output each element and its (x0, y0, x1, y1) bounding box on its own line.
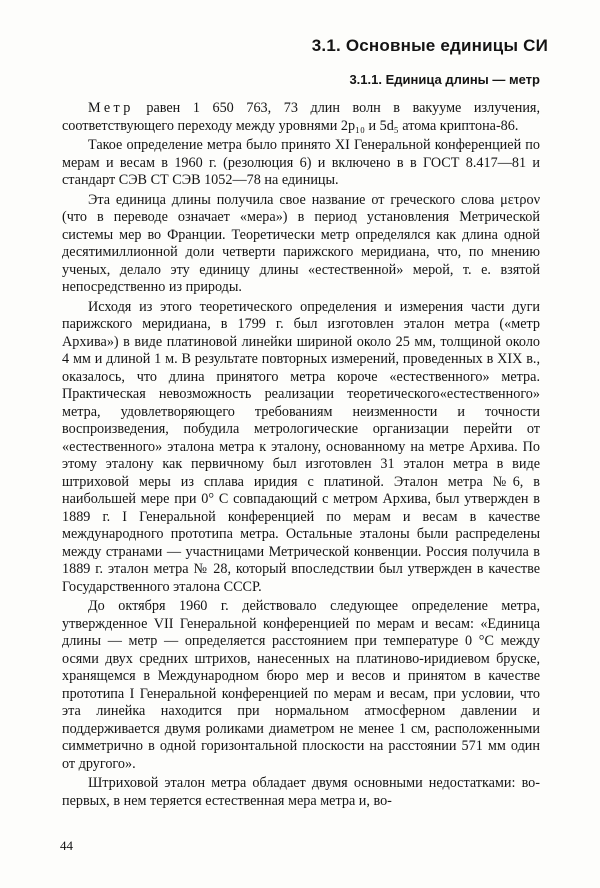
paragraph-2: Такое определение метра было принято XI Генеральной конференцией по мерам и весам в 1960 г. (резолюция 6) и включено в в ГОСТ 8.417—81 и стандарт СЭВ СТ СЭВ 1052—78 на единицы. (62, 137, 540, 188)
term-metr: Метр (88, 100, 134, 116)
subsection-heading: 3.1.1. Единица длины — метр (349, 72, 540, 87)
paragraph-5: До октября 1960 г. действовало следующее определение метра, утвержденное VII Генеральной конференцией по мерам и весам: «Единица длины — метр — определяется расстоянием при температуре 0 °С между осями двух средних штрихов, нанесенных на платиново-иридиевом бруске, хранящемся в Международном бюро мер и весов и принятом в качестве прототипа I Генеральной конференцией по мерам и весам, при условии, что эта линейка находится при нормальном атмосферном давлении и поддерживается двумя роликами диаметром не менее 1 см, расположенными симметрично в одной горизонтальной плоскости на расстоянии 571 мм один от другого». (62, 598, 540, 772)
page-number: 44 (60, 838, 73, 853)
paragraph-6: Штриховой эталон метра обладает двумя основными недостатками: во-первых, в нем теряется естественная мера метра и, во- (62, 775, 540, 809)
body-text (62, 100, 540, 812)
paragraph-1 (62, 100, 540, 135)
section-heading: 3.1. Основные единицы СИ (311, 36, 548, 55)
paragraph-4: Исходя из этого теоретического определения и измерения части дуги парижского меридиана, в 1799 г. был изготовлен эталон метра («метр Архива») в виде платиновой линейки шириной около 25 мм, толщиной около 4 мм и длиной 1 м. В результате повторных измерений, проведенных в XIX в., оказалось, что длина принятого метра короче «естественного» метра. Практическая невозможность реализации теоретического«естественного» метра, удовлетворяющего требованиям неизменности и точности воспроизведения, побудила метрологические организации перейти от «естественного» эталона метра к эталону, основанному на метре Архива. По этому эталону как первичному был изготовлен 31 эталон метра в виде штриховой меры из сплава иридия с платиной. Эталон метра №6, в наибольшей мере при 0° С совпадающий с метром Архива, был утвержден в 1889 г. I Генеральной конференцией по мерам и весам в качестве международного прототипа метра. Остальные эталоны были распределены между странами — участницами Метрической конвенции. Россия получила в 1889 г. эталон метра № 28, который впоследствии был утвержден в качестве Государственного эталона СССР. (62, 298, 540, 595)
paragraph-1-text: равен 1 650 763, 73 длин волн в вакууме излучения, соответствующего переходу между уровнями 2p₁₀ и 5d₅ атома криптона-86. (62, 100, 540, 134)
paragraph-3: Эта единица длины получила свое название от греческого слова μετρον (что в переводе означает «мера») в период установления Метрической системы мер во Франции. Теоретически метр определялся как длина одной десятимиллионной доли четверти парижского меридиана, что, по мнению ученых, делало эту единицу длины «естественной» мерой, т. е. взятой непосредственно из природы. (62, 191, 540, 295)
